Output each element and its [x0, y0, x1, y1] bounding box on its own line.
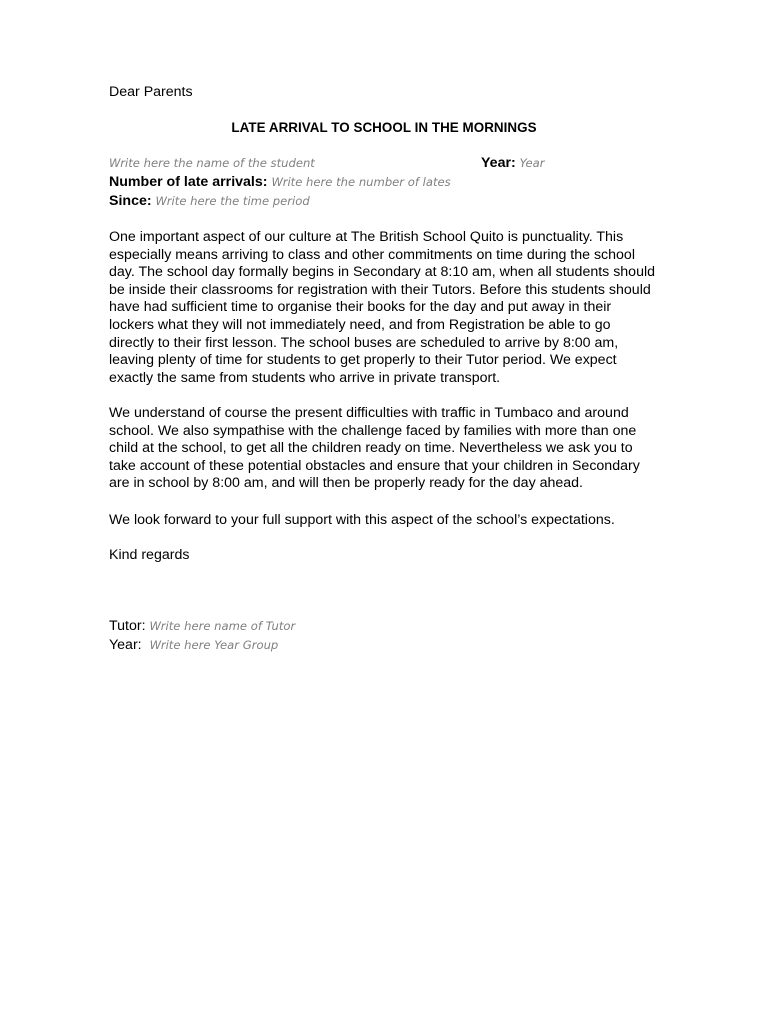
year-field[interactable]: [481, 155, 544, 173]
paragraph-line: leaving plenty of time for students to get properly to their Tutor period. We expect: [109, 352, 617, 369]
paragraph-line: school. We also sympathise with the challenge faced by families with more than one: [109, 422, 637, 439]
paragraph-line: take account of these potential obstacles and ensure that your children in Secondary: [109, 457, 640, 474]
year-label: Year:: [481, 155, 516, 171]
since-field[interactable]: [109, 193, 310, 211]
year-placeholder: Year: [519, 156, 545, 170]
paragraph-line: One important aspect of our culture at The British School Quito is punctuality. This: [109, 229, 624, 245]
student-name-field[interactable]: [109, 155, 315, 173]
paragraph-line: We understand of course the present difficulties with traffic in Tumbaco and around: [109, 405, 629, 421]
paragraph-line: day. The school day formally begins in Secondary at 8:10 am, when all students should: [109, 264, 656, 281]
tutor-field[interactable]: [109, 618, 295, 636]
paragraph-line: directly to their first lesson. The school buses are scheduled to arrive by 8:00 am,: [109, 334, 619, 351]
paragraph-line: have had sufficient time to organise their books for the day and put away in their: [109, 299, 612, 316]
year-group-label: Year:: [109, 637, 142, 653]
since-label: Since:: [109, 193, 152, 209]
paragraph-line: lockers what they will not immediately need, and from Registration be able to go: [109, 316, 611, 333]
late-arrivals-placeholder: Write here the number of lates: [271, 175, 451, 189]
year-group-placeholder: Write here Year Group: [149, 638, 279, 652]
paragraph-punctuality: [109, 229, 669, 387]
paragraph-line: especially means arriving to class and other commitments on time during the school: [109, 246, 635, 263]
closing: Kind regards: [109, 547, 190, 563]
tutor-label: Tutor:: [109, 618, 146, 634]
paragraph-support: We look forward to your full support with this aspect of the school’s expectations.: [109, 512, 615, 528]
paragraph-line: exactly the same from students who arrive in private transport.: [109, 369, 501, 386]
year-group-field[interactable]: [109, 637, 278, 655]
letter-title: LATE ARRIVAL TO SCHOOL IN THE MORNINGS: [231, 120, 537, 135]
late-arrivals-field[interactable]: [109, 174, 451, 192]
since-placeholder: Write here the time period: [155, 194, 310, 208]
student-name-placeholder: Write here the name of the student: [109, 156, 315, 170]
salutation: Dear Parents: [109, 84, 193, 100]
tutor-placeholder: Write here name of Tutor: [149, 619, 296, 633]
paragraph-traffic: [109, 405, 669, 493]
paragraph-line: be inside their classrooms for registration with their Tutors. Before this students should: [109, 281, 651, 298]
late-arrivals-label: Number of late arrivals:: [109, 174, 268, 190]
paragraph-line: child at the school, to get all the children ready on time. Nevertheless we ask you to: [109, 440, 633, 457]
paragraph-line: are in school by 8:00 am, and will then be properly ready for the day ahead.: [109, 475, 583, 492]
